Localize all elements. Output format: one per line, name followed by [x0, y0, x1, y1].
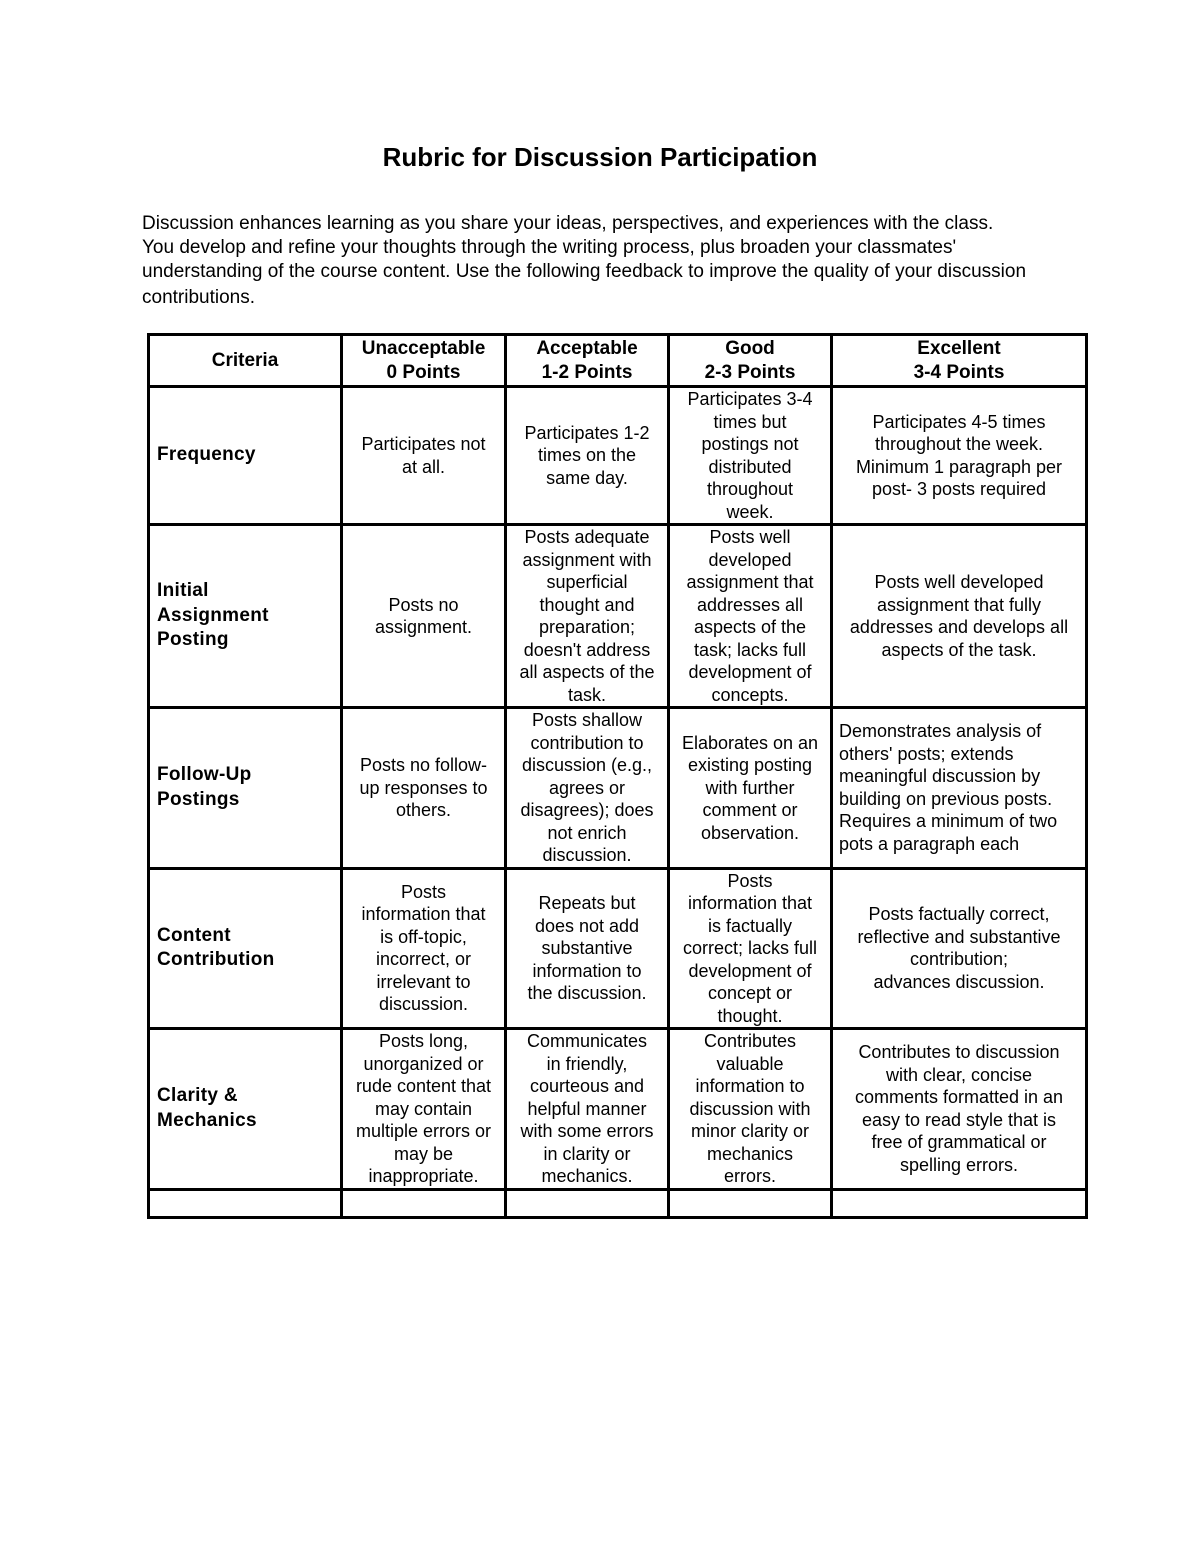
excellent-text-line: Requires a minimum of two [839, 811, 1058, 832]
header-excellent-label: Excellent [917, 337, 1001, 359]
acceptable-text-line: helpful manner [527, 1098, 647, 1119]
empty-cell [832, 1189, 1087, 1217]
unacceptable-text-line: discussion. [378, 994, 469, 1015]
empty-row [149, 1189, 1087, 1217]
good-text-line: week. [726, 501, 774, 522]
good-text-line: aspects of the [693, 617, 807, 637]
acceptable-text-line: agrees or [548, 777, 626, 798]
good-text-line: errors. [723, 1166, 776, 1186]
excellent-text-line: pots a paragraph each [839, 833, 1020, 854]
header-good-points: 2-3 Points [704, 361, 796, 383]
excellent-text-line: reflective and substantive [857, 926, 1061, 947]
good-text-line: addresses all [696, 594, 804, 615]
empty-cell [342, 1189, 506, 1217]
header-criteria [149, 335, 342, 387]
acceptable-text-line: Repeats but [538, 893, 636, 913]
criteria-text-line: Follow-Up [157, 764, 252, 786]
header-unacceptable-label: Unacceptable [361, 337, 486, 359]
criteria-text-line: Clarity & [157, 1085, 238, 1107]
good-text-line: valuable [716, 1053, 784, 1074]
header-acceptable-label: Acceptable [536, 337, 638, 359]
good-text-line: with further [705, 777, 795, 798]
acceptable-cell [506, 387, 669, 525]
acceptable-cell [506, 1029, 669, 1190]
acceptable-text-line: preparation; [538, 617, 636, 637]
excellent-text-line: Contributes to discussion [858, 1042, 1060, 1063]
unacceptable-text-line: Participates not [361, 434, 486, 454]
unacceptable-text-line: unorganized or [363, 1053, 484, 1074]
acceptable-text-line: in clarity or [543, 1143, 631, 1164]
good-cell [669, 868, 832, 1029]
header-excellent-points: 3-4 Points [913, 361, 1005, 383]
excellent-text-line: Demonstrates analysis of [839, 721, 1042, 742]
unacceptable-text-line: may be [393, 1143, 454, 1164]
acceptable-text-line: assignment with [522, 549, 652, 570]
acceptable-text-line: doesn't address [523, 639, 651, 660]
good-text-line: existing posting [687, 755, 813, 775]
good-cell [669, 525, 832, 708]
excellent-text-line: meaningful discussion by [839, 766, 1041, 787]
excellent-text-line: others' posts; extends [839, 743, 1014, 764]
unacceptable-text-line: information that [361, 904, 486, 925]
good-text-line: Participates 3-4 [687, 389, 813, 409]
header-acceptable [506, 335, 669, 387]
good-text-line: development of [688, 960, 812, 981]
good-text-line: is factually [707, 915, 793, 936]
acceptable-text-line: thought and [539, 594, 635, 615]
good-text-line: development of [688, 662, 812, 682]
acceptable-cell [506, 708, 669, 869]
excellent-cell [832, 525, 1087, 708]
excellent-text-line: building on previous posts. [839, 788, 1053, 809]
excellent-text-line: free of grammatical or [871, 1132, 1047, 1153]
header-row [149, 335, 1087, 387]
acceptable-text-line: mechanics. [541, 1166, 633, 1186]
good-text-line: Elaborates on an [681, 732, 819, 753]
unacceptable-text-line: inappropriate. [368, 1166, 479, 1186]
excellent-text-line: post- 3 posts required [871, 479, 1047, 499]
rubric-table [147, 333, 1088, 1219]
excellent-text-line: Posts well developed [874, 572, 1044, 592]
empty-cell [506, 1189, 669, 1217]
excellent-text-line: aspects of the task. [881, 639, 1037, 660]
acceptable-text-line: Posts adequate [524, 527, 650, 547]
acceptable-text-line: discussion (e.g., [521, 755, 653, 775]
acceptable-text-line: same day. [546, 467, 628, 488]
excellent-text-line: throughout the week. [874, 434, 1044, 454]
unacceptable-cell [342, 1029, 506, 1190]
acceptable-text-line: courteous and [529, 1076, 645, 1096]
good-cell [669, 708, 832, 869]
acceptable-text-line: Communicates [526, 1031, 648, 1051]
acceptable-text-line: substantive [541, 938, 633, 958]
unacceptable-text-line: others. [395, 800, 452, 820]
good-text-line: observation. [700, 822, 800, 843]
unacceptable-text-line: irrelevant to [376, 971, 471, 992]
unacceptable-text-line: incorrect, or [375, 949, 472, 970]
rubric-row-initial-assignment-posting [149, 525, 1087, 708]
excellent-text-line: assignment that fully [876, 594, 1042, 615]
excellent-cell [832, 1029, 1087, 1190]
good-text-line: Posts [727, 870, 773, 891]
header-good [669, 335, 832, 387]
criteria-text-line: Posting [157, 629, 229, 651]
criteria-cell [149, 1029, 342, 1190]
excellent-text-line: Participates 4-5 times [872, 411, 1046, 432]
good-text-line: concept or [707, 983, 793, 1003]
intro-paragraph [142, 212, 1082, 310]
excellent-text-line: spelling errors. [899, 1154, 1019, 1175]
criteria-cell [149, 708, 342, 869]
intro-line: understanding of the course content. Use the following feedback to improve the quality of your discussion [142, 261, 1027, 282]
rubric-row-follow-up-postings [149, 708, 1087, 869]
good-text-line: information that [687, 893, 813, 913]
unacceptable-text-line: up responses to [359, 777, 488, 798]
unacceptable-text-line: Posts [400, 881, 447, 902]
unacceptable-text-line: assignment. [374, 617, 473, 637]
header-unacceptable [342, 335, 506, 387]
good-text-line: comment or [702, 800, 798, 820]
acceptable-text-line: task. [567, 684, 606, 705]
unacceptable-cell [342, 525, 506, 708]
excellent-text-line: advances discussion. [873, 971, 1045, 992]
good-text-line: throughout [706, 479, 794, 499]
acceptable-text-line: not enrich [547, 822, 627, 843]
header-acceptable-points: 1-2 Points [541, 361, 633, 383]
good-text-line: concepts. [711, 684, 789, 705]
unacceptable-text-line: multiple errors or [355, 1121, 492, 1141]
acceptable-cell [506, 868, 669, 1029]
criteria-cell [149, 868, 342, 1029]
excellent-text-line: comments formatted in an [854, 1087, 1064, 1108]
excellent-cell [832, 708, 1087, 869]
excellent-text-line: Minimum 1 paragraph per [855, 456, 1063, 477]
good-text-line: information to [695, 1076, 805, 1096]
good-text-line: Posts well [709, 527, 791, 547]
rubric-row-clarity-mechanics [149, 1029, 1087, 1190]
criteria-text-line: Mechanics [157, 1109, 257, 1131]
acceptable-cell [506, 525, 669, 708]
criteria-cell [149, 525, 342, 708]
excellent-text-line: with clear, concise [885, 1064, 1033, 1085]
good-text-line: distributed [708, 456, 792, 477]
good-text-line: correct; lacks full [682, 938, 818, 958]
empty-cell [669, 1189, 832, 1217]
unacceptable-text-line: Posts no [388, 594, 459, 615]
acceptable-text-line: the discussion. [527, 983, 647, 1003]
excellent-cell [832, 387, 1087, 525]
header-criteria-label: Criteria [211, 349, 279, 371]
unacceptable-text-line: rude content that [355, 1076, 492, 1096]
excellent-text-line: contribution; [909, 949, 1009, 970]
header-good-label: Good [725, 337, 775, 359]
acceptable-text-line: all aspects of the [519, 662, 655, 682]
good-text-line: minor clarity or [690, 1121, 810, 1141]
intro-line: contributions. [142, 287, 256, 308]
unacceptable-text-line: may contain [374, 1098, 473, 1119]
criteria-text-line: Postings [157, 788, 240, 810]
rubric-row-content-contribution [149, 868, 1087, 1029]
unacceptable-text-line: Posts no follow- [359, 755, 488, 775]
good-text-line: times but [713, 411, 787, 432]
good-text-line: mechanics [706, 1143, 794, 1164]
criteria-text-line: Initial [157, 580, 209, 602]
criteria-text-line: Content [157, 924, 231, 946]
good-cell [669, 1029, 832, 1190]
acceptable-text-line: disagrees); does [520, 800, 654, 820]
unacceptable-text-line: at all. [401, 456, 446, 477]
unacceptable-text-line: is off-topic, [380, 926, 467, 947]
good-text-line: task; lacks full [693, 639, 807, 660]
good-text-line: developed [708, 549, 792, 570]
excellent-cell [832, 868, 1087, 1029]
acceptable-text-line: does not add [534, 915, 640, 936]
acceptable-text-line: in friendly, [546, 1053, 628, 1074]
good-text-line: discussion with [689, 1098, 811, 1119]
acceptable-text-line: discussion. [542, 845, 632, 865]
unacceptable-text-line: Posts long, [378, 1031, 469, 1051]
acceptable-text-line: times on the [537, 445, 637, 466]
acceptable-text-line: contribution to [530, 732, 644, 753]
unacceptable-cell [342, 868, 506, 1029]
acceptable-text-line: Participates 1-2 [524, 422, 650, 443]
header-excellent [832, 335, 1087, 387]
criteria-text-line: Contribution [157, 949, 275, 971]
good-text-line: Contributes [703, 1031, 797, 1051]
header-unacceptable-points: 0 Points [386, 361, 461, 383]
acceptable-text-line: information to [532, 960, 642, 981]
criteria-text-line: Frequency [157, 444, 256, 466]
empty-cell [149, 1189, 342, 1217]
excellent-text-line: easy to read style that is [861, 1109, 1057, 1130]
acceptable-text-line: with some errors [520, 1121, 654, 1141]
excellent-text-line: addresses and develops all [849, 617, 1069, 637]
criteria-text-line: Assignment [157, 604, 269, 626]
acceptable-text-line: superficial [546, 572, 628, 592]
excellent-text-line: Posts factually correct, [868, 904, 1050, 925]
good-cell [669, 387, 832, 525]
good-text-line: postings not [701, 434, 799, 454]
intro-line: Discussion enhances learning as you share your ideas, perspectives, and experiences with the class. [142, 213, 994, 234]
criteria-cell [149, 387, 342, 525]
good-text-line: thought. [717, 1005, 783, 1026]
intro-line: You develop and refine your thoughts through the writing process, plus broaden your classmates' [142, 237, 957, 258]
good-text-line: assignment that [686, 572, 814, 592]
acceptable-text-line: Posts shallow [531, 710, 643, 730]
unacceptable-cell [342, 387, 506, 525]
unacceptable-cell [342, 708, 506, 869]
page-title: Rubric for Discussion Participation [382, 142, 818, 172]
rubric-row-frequency [149, 387, 1087, 525]
